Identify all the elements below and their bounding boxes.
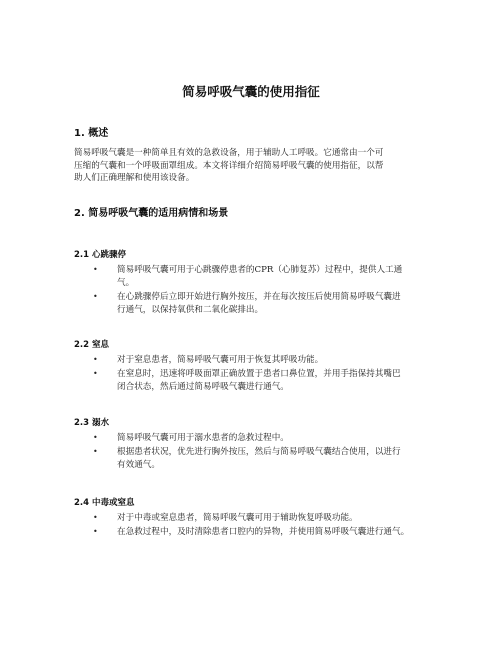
bullet-text-line: 气。: [117, 277, 135, 288]
paragraph-line: 压缩的气囊和一个呼吸面罩组成。本文将详细介绍简易呼吸气囊的使用指征，以帮: [74, 160, 384, 171]
bullet-text-line: 在急救过程中，及时清除患者口腔内的异物，并使用简易呼吸气囊进行通气。: [117, 527, 410, 537]
bullet-text-line: 有效通气。: [117, 459, 160, 470]
bullet-text-line: 对于窒息患者，简易呼吸气囊可用于恢复其呼吸功能。: [117, 355, 324, 365]
bullet-text-line: 根据患者状况，优先进行胸外按压，然后与简易呼吸气囊结合使用，以进行: [117, 447, 401, 457]
bullet-dot-icon: •: [93, 447, 98, 456]
bullet-text-line: 对于中毒或窒息患者，简易呼吸气囊可用于辅助恢复呼吸功能。: [117, 513, 358, 523]
bullet-text-line: 闭合状态，然后通过简易呼吸气囊进行通气。: [117, 381, 289, 392]
subsection-heading-poisoning: 2.4 中毒或窒息: [74, 498, 135, 508]
section-heading-overview: 1. 概述: [74, 128, 109, 139]
bullet-text-line: 简易呼吸气囊可用于心跳骤停患者的CPR（心肺复苏）过程中，提供人工通: [117, 265, 403, 275]
bullet-dot-icon: •: [93, 527, 98, 536]
subsection-heading-cardiac-arrest: 2.1 心跳骤停: [74, 250, 127, 260]
bullet-text-line: 简易呼吸气囊可用于溺水患者的急救过程中。: [117, 433, 289, 443]
bullet-dot-icon: •: [93, 513, 98, 522]
paragraph-line: 助人们正确理解和使用该设备。: [74, 173, 195, 183]
subsection-heading-drowning: 2.3 溺水: [74, 418, 110, 428]
bullet-dot-icon: •: [93, 433, 98, 442]
bullet-text-line: 行通气，以保持氧供和二氧化碳排出。: [117, 304, 264, 315]
bullet-dot-icon: •: [93, 369, 98, 378]
document-title: 简易呼吸气囊的使用指征: [182, 84, 320, 99]
bullet-text-line: 在心跳骤停后立即开始进行胸外按压，并在每次按压后使用简易呼吸气囊进: [117, 292, 401, 302]
overview-paragraph: [74, 147, 434, 185]
subsection-heading-asphyxia: 2.2 窒息: [74, 340, 110, 350]
bullet-dot-icon: •: [93, 292, 98, 301]
section-heading-scenarios: 2. 简易呼吸气囊的适用病情和场景: [74, 208, 229, 219]
bullet-text-line: 在窒息时，迅速将呼吸面罩正确放置于患者口鼻位置，并用手指保持其嘴巴: [117, 369, 401, 379]
bullet-dot-icon: •: [93, 265, 98, 274]
paragraph-line: 简易呼吸气囊是一种简单且有效的急救设备，用于辅助人工呼吸。它通常由一个可: [74, 148, 384, 158]
bullet-dot-icon: •: [93, 355, 98, 364]
